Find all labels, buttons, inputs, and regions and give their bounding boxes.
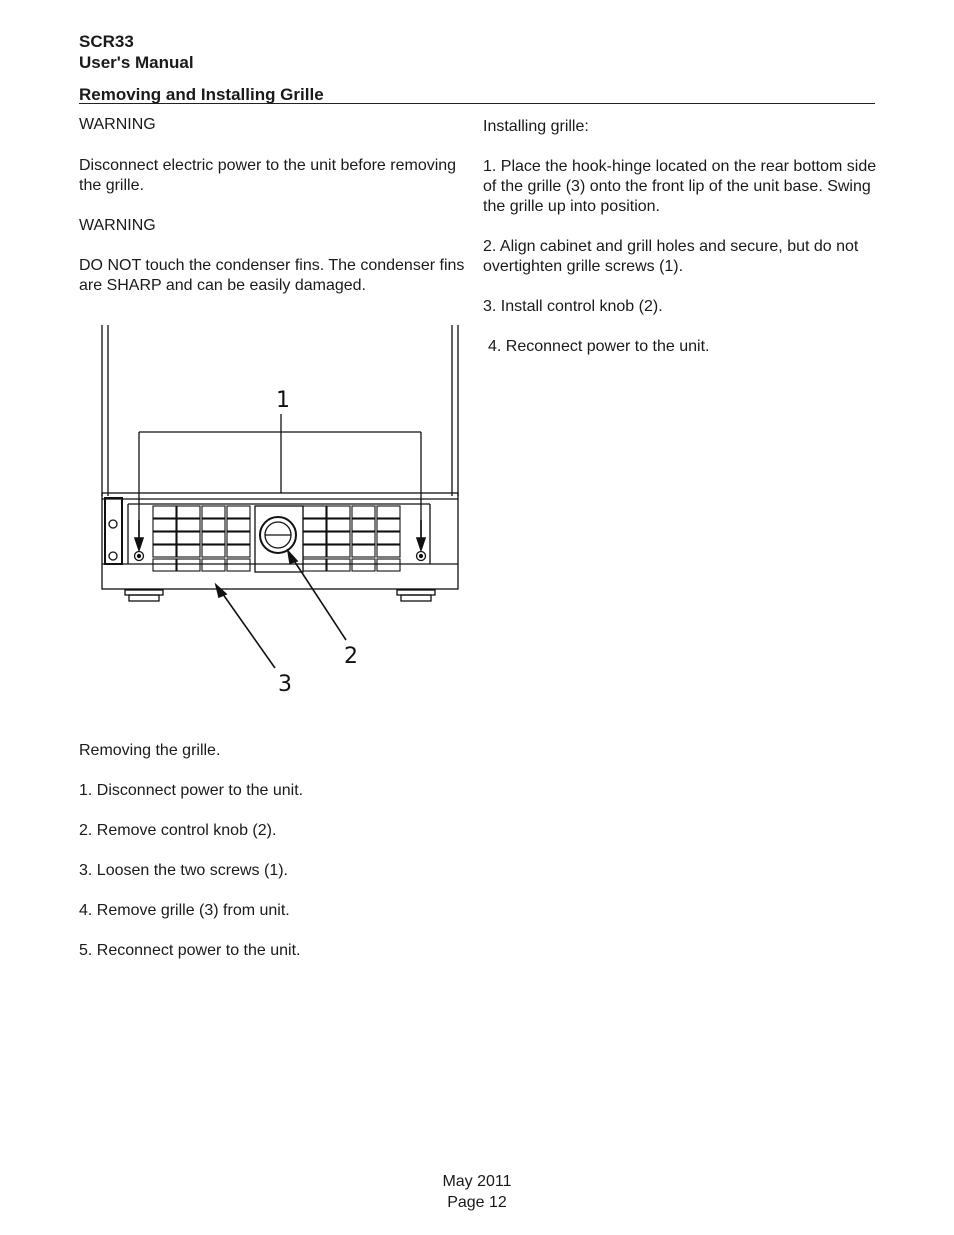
installing-title: Installing grille: [483, 118, 589, 135]
grille-leader-line [220, 590, 275, 668]
footer-date: May 2011 [442, 1173, 512, 1190]
vent-slot [202, 506, 225, 518]
vent-slots [153, 506, 400, 571]
warning-label-2: WARNING [79, 217, 156, 234]
vent-slot [352, 559, 375, 571]
vent-slot [303, 559, 326, 571]
removing-step-2: 2. Remove control knob (2). [79, 822, 277, 839]
vent-slot [327, 519, 350, 531]
vent-slot [153, 532, 176, 544]
removing-step-4: 4. Remove grille (3) from unit. [79, 902, 290, 919]
vent-slot [202, 532, 225, 544]
footer-page-number: Page 12 [447, 1194, 507, 1211]
vent-slot [352, 545, 375, 557]
grille-diagram [95, 320, 470, 700]
knob-leader-line [291, 556, 346, 640]
warning-label-1: WARNING [79, 116, 156, 133]
vent-slot [177, 559, 200, 571]
vent-slot [153, 559, 176, 571]
callout-2-label: 2 [344, 644, 358, 669]
installing-step-3: 3. Install control knob (2). [483, 298, 663, 315]
vent-slot [352, 506, 375, 518]
installing-step-4: 4. Reconnect power to the unit. [488, 338, 710, 355]
vent-slot [377, 506, 400, 518]
removing-step-5: 5. Reconnect power to the unit. [79, 942, 301, 959]
warning-text-2: DO NOT touch the condenser fins. The condenser fins are SHARP and can be easily damaged. [79, 257, 465, 294]
vent-slot [327, 559, 350, 571]
vent-slot [177, 506, 200, 518]
removing-step-3: 3. Loosen the two screws (1). [79, 862, 288, 879]
vent-slot [202, 545, 225, 557]
vent-slot [227, 559, 250, 571]
removing-step-1: 1. Disconnect power to the unit. [79, 782, 304, 799]
vent-slot [377, 532, 400, 544]
vent-slot [303, 545, 326, 557]
vent-slot [227, 545, 250, 557]
model-number: SCR33 [79, 32, 134, 51]
vent-slot [377, 545, 400, 557]
section-title: Removing and Installing Grille [79, 85, 324, 104]
vent-slot [327, 532, 350, 544]
section-divider [79, 103, 875, 104]
vent-slot [177, 545, 200, 557]
callout-3-label: 3 [278, 672, 292, 697]
installing-step-2: 2. Align cabinet and grill holes and secure, but do not overtighten grille screws (1). [483, 238, 859, 275]
vent-slot [352, 519, 375, 531]
vent-slot [227, 519, 250, 531]
vent-slot [377, 559, 400, 571]
callout-1-label: 1 [276, 388, 290, 413]
grille-frame [102, 493, 458, 589]
vent-slot [327, 545, 350, 557]
vent-slot [227, 532, 250, 544]
vent-slot [153, 519, 176, 531]
document-title: User's Manual [79, 53, 194, 72]
warning-text-1: Disconnect electric power to the unit before removing the grille. [79, 157, 457, 194]
vent-slot [202, 559, 225, 571]
vent-slot [327, 506, 350, 518]
vent-slot [227, 506, 250, 518]
vent-slot [303, 532, 326, 544]
vent-slot [202, 519, 225, 531]
vent-slot [377, 519, 400, 531]
vent-slot [177, 519, 200, 531]
vent-slot [153, 545, 176, 557]
vent-slot [303, 506, 326, 518]
installing-step-1: 1. Place the hook-hinge located on the rear bottom side of the grille (3) onto the front lip of the unit base. Swing the grille up into position. [483, 158, 877, 215]
vent-slot [303, 519, 326, 531]
removing-title: Removing the grille. [79, 742, 221, 759]
vent-slot [177, 532, 200, 544]
vent-slot [153, 506, 176, 518]
vent-slot [352, 532, 375, 544]
